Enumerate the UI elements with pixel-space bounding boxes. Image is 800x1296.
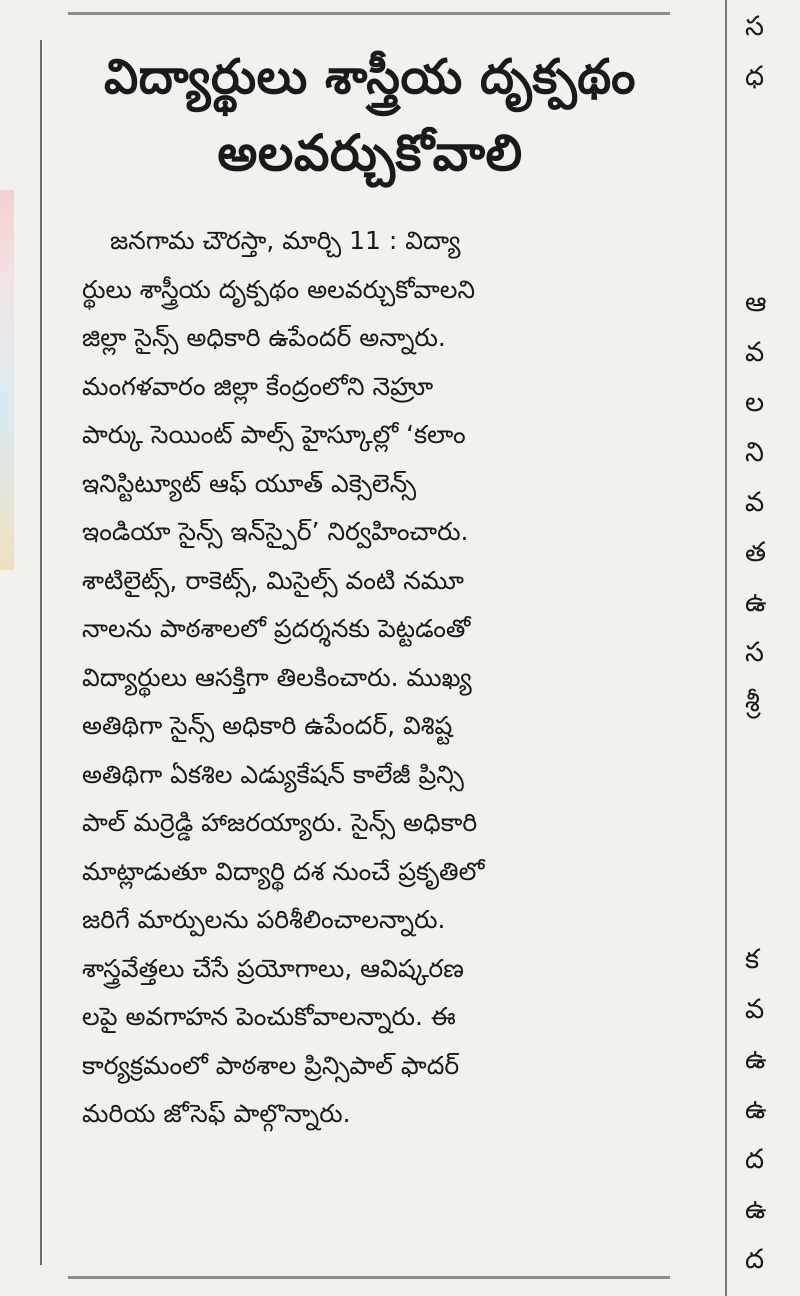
adjacent-fragment: స — [745, 11, 764, 42]
adjacent-fragment: త — [745, 537, 767, 568]
article-line: మరియ జోసెఫ్ పాల్గొన్నారు. — [82, 1099, 351, 1128]
adjacent-fragment: ద — [745, 1244, 765, 1275]
adjacent-column — [745, 0, 800, 1296]
adjacent-fragment: ఉ — [745, 587, 767, 618]
adjacent-fragment: క — [745, 944, 760, 975]
article-line: అతిథిగా ఏకశిల ఎడ్యుకేషన్ కాలేజీ ప్రిన్సి — [82, 759, 464, 789]
adjacent-fragment: ని — [745, 437, 764, 468]
adjacent-fragment: వ — [745, 487, 765, 518]
article-line: శాటిలైట్స్, రాకెట్స్, మిసైల్స్ వంటి నమూ — [82, 565, 464, 595]
article-line: నాలను పాఠశాలలో ప్రదర్శనకు పెట్టడంతో — [82, 614, 471, 643]
article-line: పాల్ మర్రెడ్డి హాజరయ్యారు. సైన్స్ అధికారి — [82, 808, 478, 837]
article-body — [82, 217, 662, 1139]
bottom-rule — [68, 1276, 670, 1279]
article-line: మంగళవారం జిల్లా కేంద్రంలోని నెహ్రూ — [82, 371, 434, 401]
headline — [70, 40, 670, 192]
adjacent-fragment: స — [745, 637, 764, 668]
article-line: జనగామ చౌరస్తా, మార్చి 11 : విద్యా — [110, 226, 461, 255]
article-line: లపై అవగాహన పెంచుకోవాలన్నారు. ఈ — [82, 1002, 456, 1031]
article-line: విద్యార్థులు ఆసక్తిగా తిలకించారు. ముఖ్య — [82, 662, 472, 692]
article-line: కార్యక్రమంలో పాఠశాల ప్రిన్సిపాల్ ఫాదర్ — [82, 1050, 460, 1080]
article-line: ఇనిస్టిట్యూట్ ఆఫ్ యూత్ ఎక్సెలెన్స్ — [82, 468, 417, 498]
article-line: జిల్లా సైన్స్ అధికారి ఉపేందర్ అన్నారు. — [82, 323, 446, 352]
article-line: శాస్త్రవేత్తలు చేసే ప్రయోగాలు, ఆవిష్కరణ — [82, 953, 464, 983]
article-line: ఇండియా సైన్స్ ఇన్‌స్పైర్’ నిర్వహించారు. — [82, 517, 469, 546]
headline-line-2: అలవర్చుకోవాలి — [217, 124, 523, 182]
adjacent-fragment: శ్రీ — [745, 687, 760, 718]
column-gutter-rule — [725, 0, 727, 1296]
top-rule — [68, 12, 670, 15]
adjacent-fragment: ధ — [745, 61, 765, 92]
adjacent-fragment: వ — [745, 337, 765, 368]
article-line: మాట్లాడుతూ విద్యార్థి దశ నుంచే ప్రకృతిలో — [82, 856, 485, 886]
article-line: పార్కు సెయింట్ పాల్స్ హైస్కూల్లో ‘కలాం — [82, 420, 466, 449]
article-line: జరిగే మార్పులను పరిశీలించాలన్నారు. — [82, 905, 446, 934]
adjacent-fragment: వ — [745, 994, 765, 1025]
article-line: అతిథిగా సైన్స్ అధికారి ఉపేందర్, విశిష్ట — [82, 711, 453, 740]
adjacent-fragment: ఉ — [745, 1194, 767, 1225]
article-line: ర్థులు శాస్త్రీయ దృక్పథం అలవర్చుకోవాలని — [82, 274, 475, 304]
adjacent-fragment: ల — [745, 387, 765, 418]
adjacent-fragment: ఉ — [745, 1044, 767, 1075]
adjacent-fragment: ఆ — [745, 287, 767, 318]
left-color-strip — [0, 190, 14, 570]
adjacent-fragment: ద — [745, 1144, 765, 1175]
headline-line-1: విద్యార్థులు శాస్త్రీయ దృక్పథం — [104, 49, 636, 105]
left-column-rule — [40, 40, 42, 1265]
adjacent-fragment: ఉ — [745, 1094, 767, 1125]
